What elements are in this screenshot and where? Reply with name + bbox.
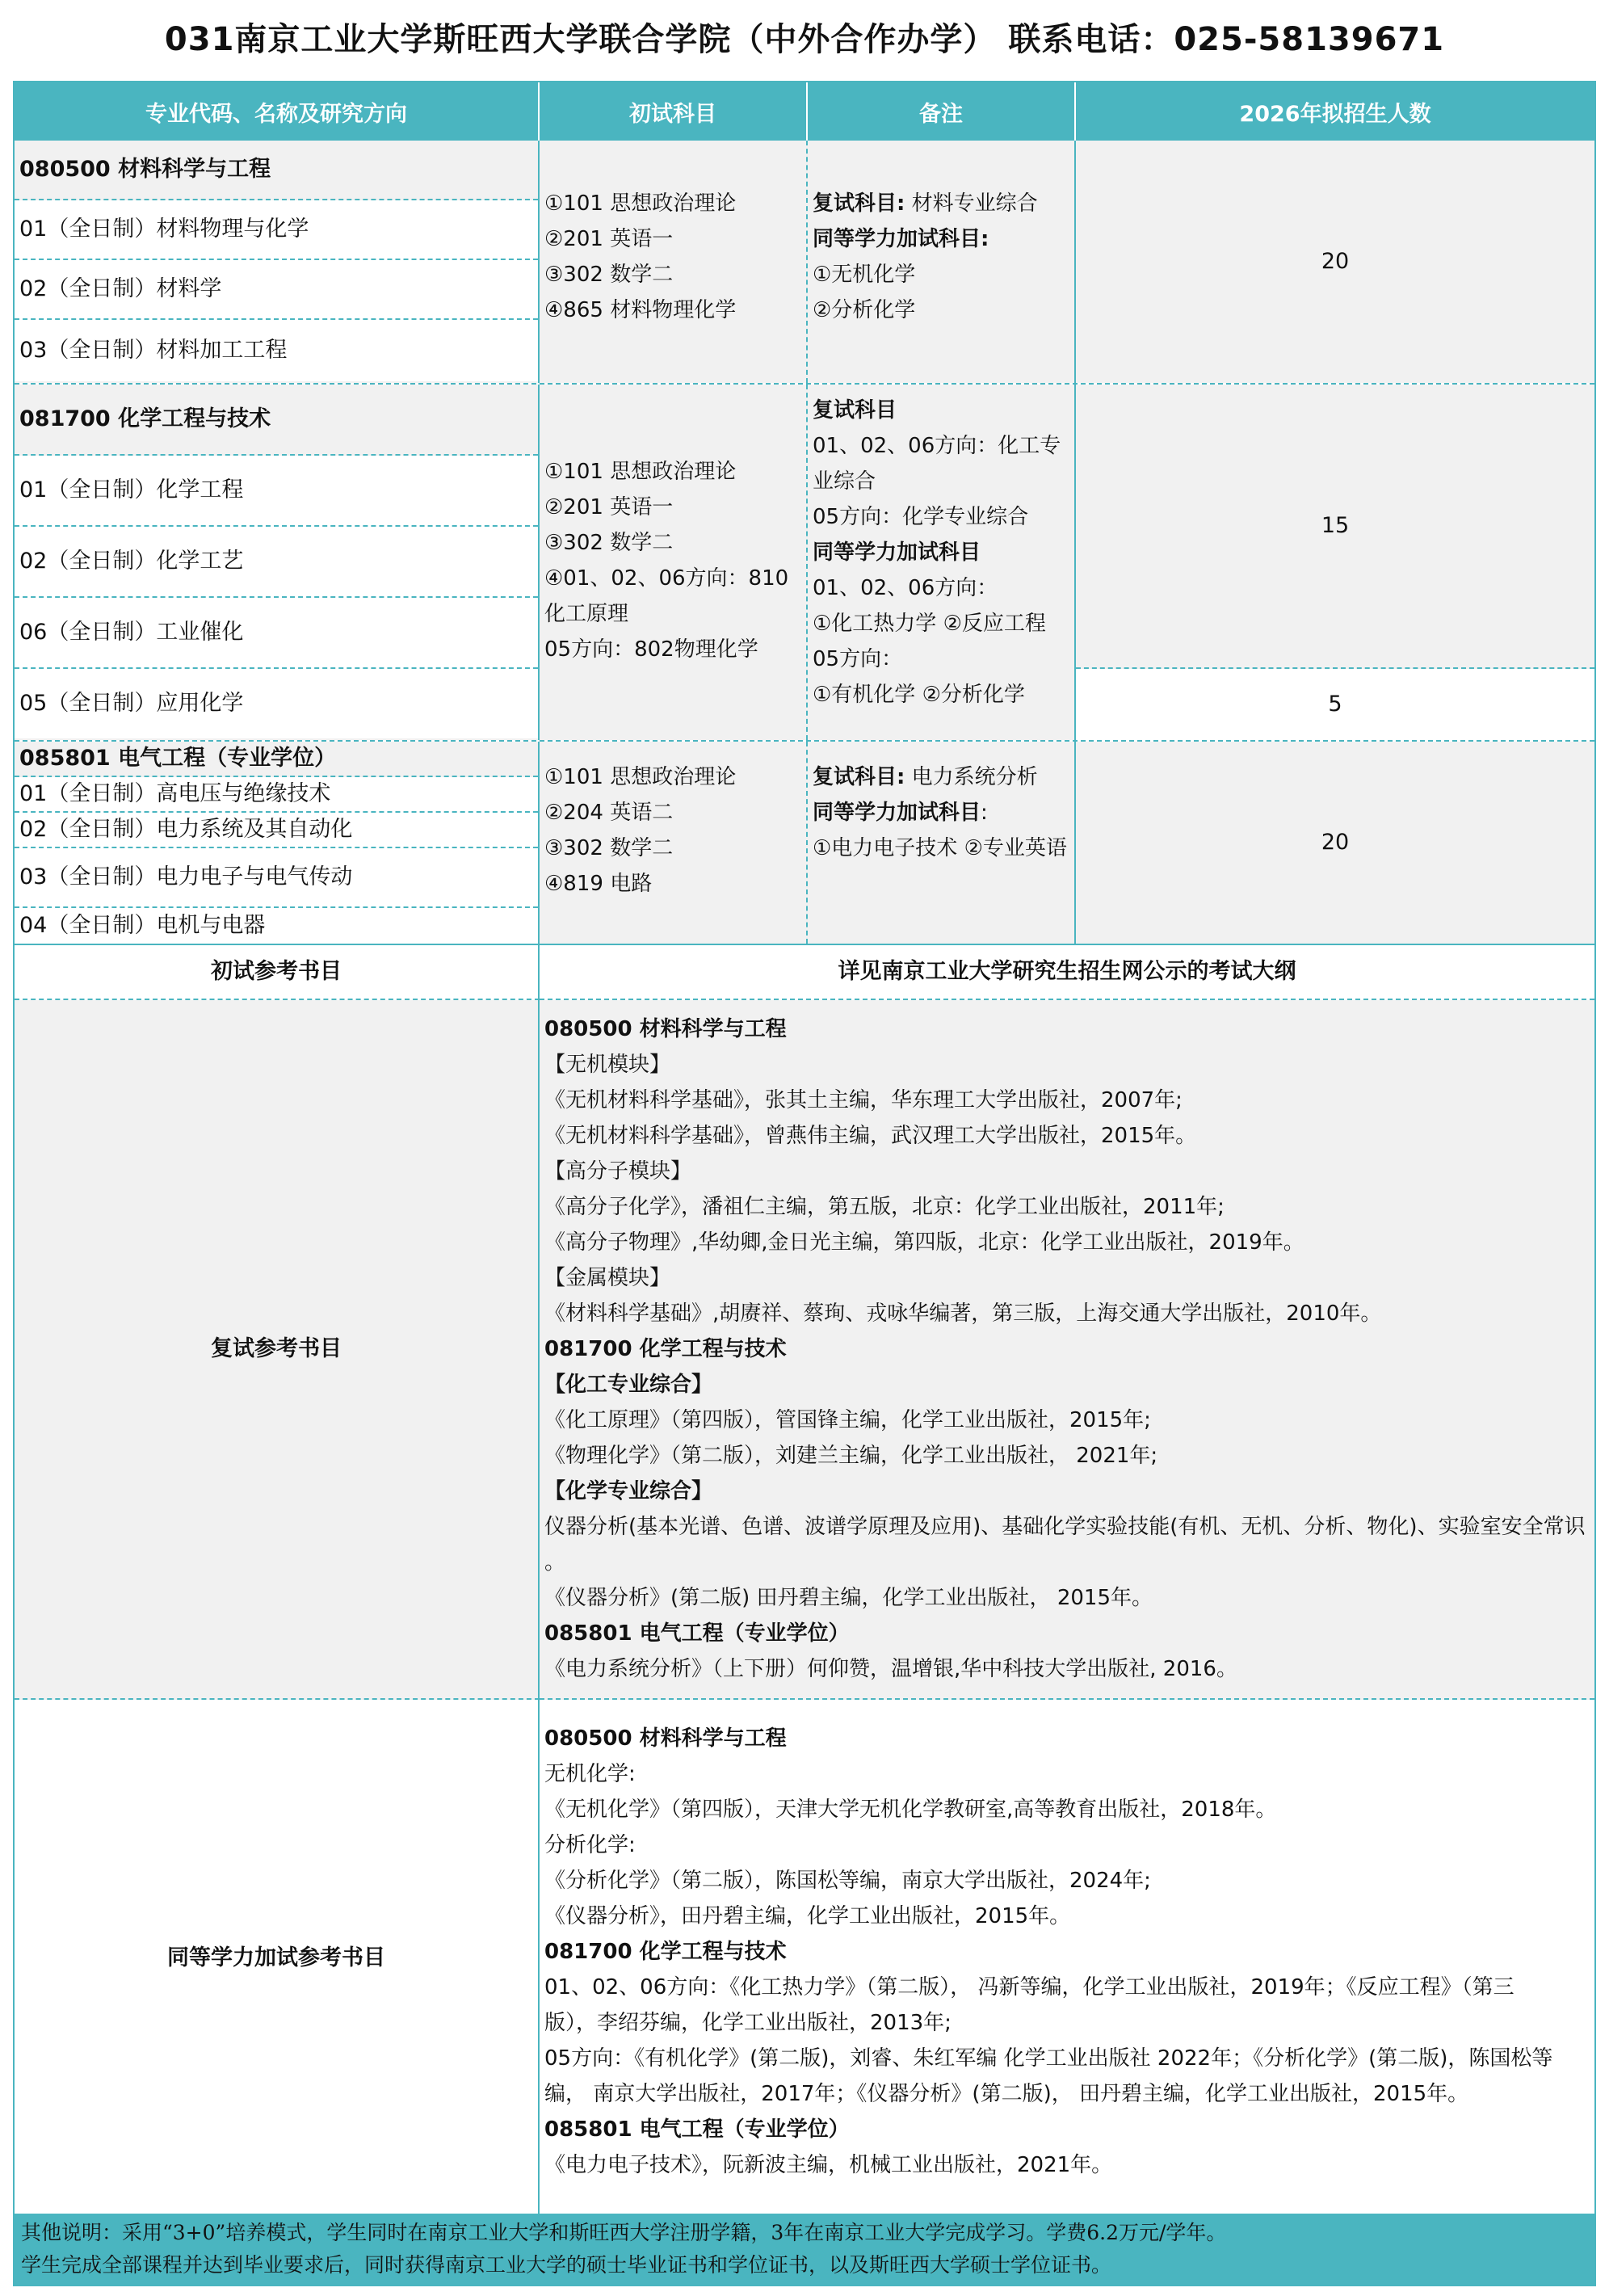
g3-remark bbox=[808, 742, 1076, 944]
g2-retest-1: 01、02、06方向：化工专 bbox=[813, 434, 1061, 458]
g1-retest-subject: 材料专业综合 bbox=[905, 191, 1038, 216]
ref3-line: 版），李绍芬编，化学工业出版社，2013年; bbox=[544, 2011, 952, 2035]
ref3-line: 085801 电气工程（专业学位） bbox=[544, 2117, 850, 2142]
g1-exams bbox=[540, 141, 808, 383]
g3-quota: 20 bbox=[1076, 742, 1594, 944]
ref3-line: 《电力电子技术》，阮新波主编，机械工业出版社，2021年。 bbox=[544, 2153, 1113, 2177]
g2-exam-1: ①101 思想政治理论 bbox=[544, 460, 737, 484]
g1-exam-2: ②201 英语一 bbox=[544, 227, 674, 251]
g2-exam-3: ③302 数学二 bbox=[544, 531, 674, 555]
ref3-line: 《仪器分析》，田丹碧主编，化学工业出版社，2015年。 bbox=[544, 1904, 1071, 1928]
ref2-line: 《无机材料科学基础》，张其土主编，华东理工大学出版社，2007年; bbox=[544, 1088, 1183, 1112]
g3-exams bbox=[540, 742, 808, 944]
header-exam: 初试科目 bbox=[540, 82, 808, 141]
g1-extra-1: ①无机化学 bbox=[813, 263, 916, 287]
ref2-line: 【化学专业综合】 bbox=[544, 1479, 713, 1503]
g2-extra-4: ①有机化学 ②分析化学 bbox=[813, 683, 1025, 707]
g2-dir-3: 06（全日制）工业催化 bbox=[15, 598, 538, 669]
g3-major-column bbox=[15, 742, 540, 944]
ref2-label: 复试参考书目 bbox=[15, 1000, 540, 1700]
ref2-line: 《材料科学基础》,胡赓祥、蔡珣、戎咏华编著，第三版，上海交通大学出版社，2010年。 bbox=[544, 1301, 1382, 1326]
g1-major-column bbox=[15, 141, 540, 383]
g2-retest-label: 复试科目 bbox=[813, 398, 897, 423]
g3-dir-1: 01（全日制）高电压与绝缘技术 bbox=[15, 777, 538, 813]
ref3-line: 《无机化学》（第四版），天津大学无机化学教研室,高等教育出版社，2018年。 bbox=[544, 1798, 1277, 1822]
ref3-line: 05方向：《有机化学》(第二版)，刘睿、朱红军编 化学工业出版社 2022年；《分析化学》(第二版)，陈国松等 bbox=[544, 2046, 1553, 2071]
g2-exams bbox=[540, 385, 808, 740]
g3-exam-3: ③302 数学二 bbox=[544, 836, 674, 860]
g3-exam-4: ④819 电路 bbox=[544, 872, 653, 896]
g3-dir-3: 03（全日制）电力电子与电气传动 bbox=[15, 848, 538, 908]
header-remark: 备注 bbox=[808, 82, 1076, 141]
g1-dir-3: 03（全日制）材料加工工程 bbox=[15, 320, 538, 381]
ref2-line: 【无机模块】 bbox=[544, 1053, 671, 1077]
g1-retest-line bbox=[813, 186, 1069, 221]
ref2-line: 。 bbox=[544, 1550, 566, 1575]
g1-retest-label: 复试科目: bbox=[813, 191, 905, 216]
ref2-line: 《高分子化学》，潘祖仁主编，第五版，北京：化学工业出版社，2011年; bbox=[544, 1195, 1225, 1219]
g2-extra-label: 同等学力加试科目 bbox=[813, 540, 981, 565]
ref3-line: 080500 材料科学与工程 bbox=[544, 1726, 787, 1751]
g2-extra-3: 05方向： bbox=[813, 647, 903, 671]
g3-retest-subject: 电力系统分析 bbox=[905, 765, 1038, 789]
page-title: 031南京工业大学斯旺西大学联合学院（中外合作办学） 联系电话：025-58139671 bbox=[164, 20, 1445, 58]
header-major: 专业代码、名称及研究方向 bbox=[15, 82, 540, 141]
g2-major-column bbox=[15, 385, 540, 740]
ref3-line: 无机化学: bbox=[544, 1762, 636, 1786]
ref1-value: 详见南京工业大学研究生招生网公示的考试大纲 bbox=[540, 945, 1594, 1000]
g1-exam-1: ①101 思想政治理论 bbox=[544, 191, 737, 216]
ref3-line: 081700 化学工程与技术 bbox=[544, 1940, 787, 1964]
ref3-line: 分析化学: bbox=[544, 1833, 636, 1857]
ref3-line: 01、02、06方向：《化工热力学》（第二版）， 冯新等编，化学工业出版社，2019年；《反应工程》（第三 bbox=[544, 1975, 1514, 2000]
g1-major-name: 080500 材料科学与工程 bbox=[15, 141, 538, 200]
g2-quota-a: 15 bbox=[1076, 385, 1594, 669]
g1-exam-3: ③302 数学二 bbox=[544, 263, 674, 287]
g2-retest-3: 05方向：化学专业综合 bbox=[813, 505, 1029, 529]
g3-exam-1: ①101 思想政治理论 bbox=[544, 765, 737, 789]
ref2-line: 《物理化学》（第二版），刘建兰主编，化学工业出版社， 2021年; bbox=[544, 1444, 1158, 1468]
footer-line-2: 学生完成全部课程并达到毕业要求后，同时获得南京工业大学的硕士毕业证书和学位证书，以及斯旺西大学硕士学位证书。 bbox=[21, 2253, 1112, 2277]
g3-extra-label: 同等学力加试科目 bbox=[813, 801, 981, 825]
ref2-line: 《化工原理》（第四版），管国锋主编，化学工业出版社，2015年; bbox=[544, 1408, 1151, 1432]
g1-quota: 20 bbox=[1076, 141, 1594, 383]
ref2-line: 【化工专业综合】 bbox=[544, 1373, 713, 1397]
g3-extra-colon: : bbox=[981, 801, 988, 825]
g1-dir-1: 01（全日制）材料物理与化学 bbox=[15, 200, 538, 260]
g3-exam-2: ②204 英语二 bbox=[544, 801, 674, 825]
ref2-line: 【金属模块】 bbox=[544, 1266, 671, 1290]
ref2-content bbox=[540, 1000, 1594, 1700]
ref3-line: 编， 南京大学出版社，2017年；《仪器分析》(第二版)， 田丹碧主编，化学工业出版社，2015年。 bbox=[544, 2082, 1469, 2106]
g3-extra-1: ①电力电子技术 ②专业英语 bbox=[813, 836, 1067, 860]
g3-extra-line bbox=[813, 795, 1069, 831]
ref2-line: 081700 化学工程与技术 bbox=[544, 1337, 787, 1361]
g3-retest-line bbox=[813, 759, 1069, 795]
g2-dir-1: 01（全日制）化学工程 bbox=[15, 456, 538, 527]
g2-exam-2: ②201 英语一 bbox=[544, 495, 674, 519]
g1-exam-4: ④865 材料物理化学 bbox=[544, 298, 737, 322]
ref3-label: 同等学力加试参考书目 bbox=[15, 1700, 540, 2217]
g3-major-name: 085801 电气工程（专业学位） bbox=[15, 742, 538, 777]
g2-retest-2: 业综合 bbox=[813, 469, 876, 494]
ref2-line: 080500 材料科学与工程 bbox=[544, 1017, 787, 1041]
g2-exam-4: ④01、02、06方向：810 bbox=[544, 566, 789, 591]
footer-line-1: 其他说明：采用“3+0”培养模式，学生同时在南京工业大学和斯旺西大学注册学籍，3年在南京工业大学完成学习。学费6.2万元/学年。 bbox=[21, 2221, 1227, 2244]
g1-extra-2: ②分析化学 bbox=[813, 298, 916, 322]
g2-major-name: 081700 化学工程与技术 bbox=[15, 385, 538, 456]
ref2-line: 《电力系统分析》（上下册）何仰赞，温增银,华中科技大学出版社, 2016。 bbox=[544, 1657, 1237, 1681]
g3-retest-label: 复试科目: bbox=[813, 765, 905, 789]
g3-dir-2: 02（全日制）电力系统及其自动化 bbox=[15, 813, 538, 848]
g2-dir-2: 02（全日制）化学工艺 bbox=[15, 527, 538, 598]
g2-dir-4: 05（全日制）应用化学 bbox=[15, 669, 538, 738]
ref3-content bbox=[540, 1700, 1594, 2217]
g1-extra-label: 同等学力加试科目: bbox=[813, 227, 989, 251]
ref1-label: 初试参考书目 bbox=[15, 945, 540, 1000]
g3-dir-4: 04（全日制）电机与电器 bbox=[15, 908, 538, 944]
g2-quota-b: 5 bbox=[1076, 669, 1594, 740]
g1-remark bbox=[808, 141, 1076, 383]
g2-exam-5: 化工原理 bbox=[544, 602, 629, 626]
g2-exam-6: 05方向：802物理化学 bbox=[544, 637, 758, 662]
ref2-line: 《无机材料科学基础》，曾燕伟主编，武汉理工大学出版社，2015年。 bbox=[544, 1124, 1197, 1148]
g2-extra-1: 01、02、06方向： bbox=[813, 576, 998, 600]
ref3-line: 《分析化学》（第二版），陈国松等编，南京大学出版社，2024年; bbox=[544, 1869, 1151, 1893]
header-quota: 2026年拟招生人数 bbox=[1076, 82, 1594, 141]
g1-dir-2: 02（全日制）材料学 bbox=[15, 260, 538, 320]
footer-note bbox=[15, 2214, 1594, 2285]
admission-table bbox=[13, 81, 1596, 2286]
ref2-line: 085801 电气工程（专业学位） bbox=[544, 1621, 850, 1646]
g2-remark bbox=[808, 385, 1076, 740]
ref2-line: 仪器分析(基本光谱、色谱、波谱学原理及应用)、基础化学实验技能(有机、无机、分析、物化)、实验室安全常识 bbox=[544, 1515, 1586, 1539]
ref2-line: 《仪器分析》(第二版) 田丹碧主编，化学工业出版社， 2015年。 bbox=[544, 1586, 1153, 1610]
ref2-line: 【高分子模块】 bbox=[544, 1159, 692, 1184]
ref2-line: 《高分子物理》,华幼卿,金日光主编，第四版，北京：化学工业出版社，2019年。 bbox=[544, 1230, 1304, 1255]
g2-extra-2: ①化工热力学 ②反应工程 bbox=[813, 612, 1046, 636]
